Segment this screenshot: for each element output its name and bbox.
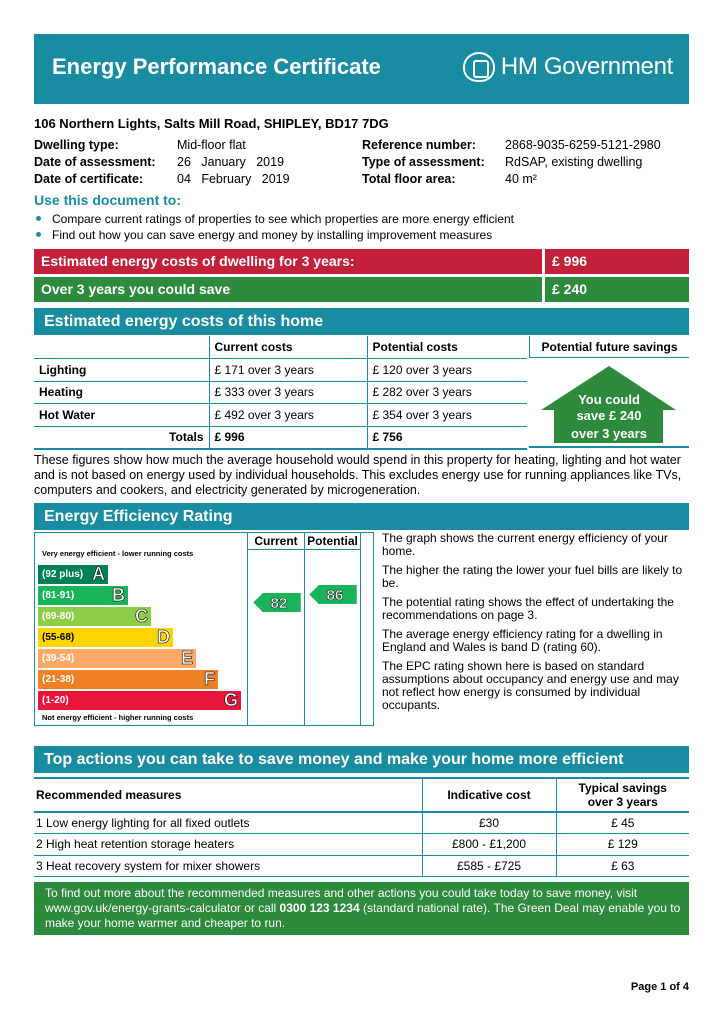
rating-band-a: [38, 565, 108, 584]
cost-header: Indicative cost: [422, 778, 556, 812]
band-range: (39-54): [42, 653, 75, 664]
table-row: [34, 812, 689, 834]
measure-cell: 2 High heat retention storage heaters: [34, 834, 422, 856]
current-cost-cell: £ 333 over 3 years: [209, 381, 367, 404]
dwelling-type-label: Dwelling type:: [34, 138, 119, 152]
further-info-text-2: (standard national rate). The Green Deal may enable you to make your home warmer and cheaper to run.: [45, 901, 681, 930]
column-divider: [304, 532, 305, 726]
band-letter: C: [135, 606, 148, 626]
rating-band-b: [38, 586, 128, 605]
rating-band-e: [38, 649, 196, 668]
potential-rating-arrow: [308, 585, 358, 604]
list-item: Compare current ratings of properties to see which properties are more energy efficient: [34, 211, 514, 227]
cost-cell: £585 - £725: [422, 855, 556, 877]
measures-header: Recommended measures: [34, 778, 422, 812]
phone-number[interactable]: 0300 123 1234: [279, 901, 360, 915]
assessment-date-label: Date of assessment:: [34, 155, 156, 169]
cost-cell: £30: [422, 812, 556, 834]
current-cost-cell: £ 171 over 3 years: [209, 359, 367, 382]
current-total: £ 996: [209, 426, 367, 449]
measure-cell: 1 Low energy lighting for all fixed outlets: [34, 812, 422, 834]
savings-cell: £ 63: [556, 855, 689, 877]
savings-bar: [34, 277, 689, 302]
table-header-row: [34, 778, 689, 812]
column-divider: [247, 532, 248, 726]
explanation-text: The graph shows the current energy efficiency of your home.: [382, 531, 668, 558]
potential-cost-cell: £ 120 over 3 years: [367, 359, 527, 382]
current-rating-value: 82: [270, 595, 288, 612]
table-row: [34, 381, 527, 404]
costs-explanation: These figures show how much the average household would spend in this property for heating, lighting and hot water and is not based on energy used by individual households. This excludes energy use for running appliances like TVs, computers and cookers, and electricity generated by microgeneration.: [34, 453, 682, 497]
savings-house-line2: save £ 240: [576, 408, 642, 423]
column-header-divider: [248, 549, 360, 550]
actions-section-title: Top actions you can take to save money and make your home more efficient: [34, 746, 689, 773]
royal-crest-icon: [463, 52, 495, 82]
inefficient-note: Not energy efficient - higher running costs: [42, 713, 194, 722]
band-letter: D: [157, 627, 170, 647]
band-letter: E: [180, 648, 193, 668]
totals-row: [34, 426, 527, 449]
savings-house-line3: over 3 years: [571, 426, 647, 441]
potential-total: £ 756: [367, 426, 527, 449]
current-cost-cell: £ 492 over 3 years: [209, 404, 367, 427]
estimated-costs-label: Estimated energy costs of dwelling for 3 years:: [34, 249, 542, 274]
potential-cost-cell: £ 282 over 3 years: [367, 381, 527, 404]
list-item: Find out how you can save energy and money by installing improvement measures: [34, 227, 514, 243]
explanation-text: The higher the rating the lower your fuel bills are likely to be.: [382, 563, 683, 590]
floor-area-value: 40 m²: [505, 172, 537, 186]
header-banner: [34, 34, 689, 104]
explanation-text: The EPC rating shown here is based on standard assumptions about occupancy and energy use and may not reflect how energy is consumed by individual occupants.: [382, 659, 679, 712]
band-letter: A: [92, 564, 105, 584]
explanation-text: The potential rating shows the effect of undertaking the recommendations on page 3.: [382, 595, 674, 622]
table-row: [34, 404, 527, 427]
rating-band-d: [38, 628, 173, 647]
band-range: (81-91): [42, 590, 75, 601]
potential-rating-value: 86: [326, 587, 344, 604]
costs-table: [34, 336, 527, 450]
actions-table: [34, 777, 689, 877]
rating-band-f: [38, 670, 218, 689]
use-document-list: [34, 211, 514, 243]
further-info-text: To find out more about the recommended measures and other actions you could take today to save money, visit www.gov.uk/energy-grants-calculator or call: [45, 886, 638, 915]
cost-cell: £800 - £1,200: [422, 834, 556, 856]
reference-number-label: Reference number:: [362, 138, 476, 152]
savings-header-line2: over 3 years: [587, 795, 658, 809]
assessment-date-value: 26 January 2019: [177, 155, 285, 169]
table-row: [34, 855, 689, 877]
current-costs-header: Current costs: [209, 336, 367, 359]
dwelling-type-value: Mid-floor flat: [177, 138, 246, 152]
hm-government-logo: [463, 52, 673, 82]
assessment-type-label: Type of assessment:: [362, 155, 485, 169]
band-letter: G: [223, 690, 238, 710]
band-range: (55-68): [42, 632, 75, 643]
table-header-row: [34, 336, 527, 359]
table-row: [34, 359, 527, 382]
column-divider: [360, 532, 361, 726]
estimated-costs-value: £ 996: [545, 249, 689, 274]
future-savings-header: Potential future savings: [529, 336, 689, 358]
efficient-note: Very energy efficient - lower running costs: [42, 549, 194, 558]
hm-government-text: HM Government: [500, 53, 673, 80]
savings-house-line1: You could: [578, 392, 640, 407]
row-label: Lighting: [34, 359, 209, 382]
band-letter: F: [204, 669, 215, 689]
reference-number-value: 2868-9035-6259-5121-2980: [505, 138, 661, 152]
current-rating-arrow: [252, 593, 302, 612]
savings-label: Over 3 years you could save: [34, 277, 542, 302]
totals-label: Totals: [34, 426, 209, 449]
measure-cell: 3 Heat recovery system for mixer showers: [34, 855, 422, 877]
page-number: Page 1 of 4: [630, 981, 689, 993]
use-document-title: Use this document to:: [34, 192, 182, 208]
current-column-header: Current: [254, 534, 298, 548]
band-range: (1-20): [42, 695, 69, 706]
certificate-date-label: Date of certificate:: [34, 172, 144, 186]
savings-cell: £ 129: [556, 834, 689, 856]
potential-column-header: Potential: [307, 534, 358, 548]
row-label: Hot Water: [34, 404, 209, 427]
assessment-type-value: RdSAP, existing dwelling: [505, 155, 643, 169]
band-range: (92 plus): [42, 569, 84, 580]
explanation-text: The average energy efficiency rating for a dwelling in England and Wales is band D (rating 60).: [382, 627, 663, 654]
band-range: (21-38): [42, 674, 75, 685]
potential-costs-header: Potential costs: [367, 336, 527, 359]
further-info-box: [34, 882, 689, 935]
savings-header: [556, 778, 689, 812]
certificate-date-value: 04 February 2019: [177, 172, 290, 186]
floor-area-label: Total floor area:: [362, 172, 456, 186]
efficiency-section-title: Energy Efficiency Rating: [34, 503, 689, 530]
potential-cost-cell: £ 354 over 3 years: [367, 404, 527, 427]
costs-section-title: Estimated energy costs of this home: [34, 308, 689, 335]
rating-band-c: [38, 607, 151, 626]
rating-band-g: [38, 691, 241, 710]
row-label: Heating: [34, 381, 209, 404]
estimated-costs-bar: [34, 249, 689, 274]
page-title: Energy Performance Certificate: [52, 54, 381, 79]
savings-value: £ 240: [545, 277, 689, 302]
property-address: 106 Northern Lights, Salts Mill Road, SHIPLEY, BD17 7DG: [34, 116, 389, 131]
table-row: [34, 834, 689, 856]
savings-cell: £ 45: [556, 812, 689, 834]
efficiency-explanations: [382, 532, 688, 718]
savings-house-icon: [540, 364, 678, 444]
band-range: (69-80): [42, 611, 75, 622]
savings-header-line1: Typical savings: [578, 781, 667, 795]
band-letter: B: [112, 585, 125, 605]
